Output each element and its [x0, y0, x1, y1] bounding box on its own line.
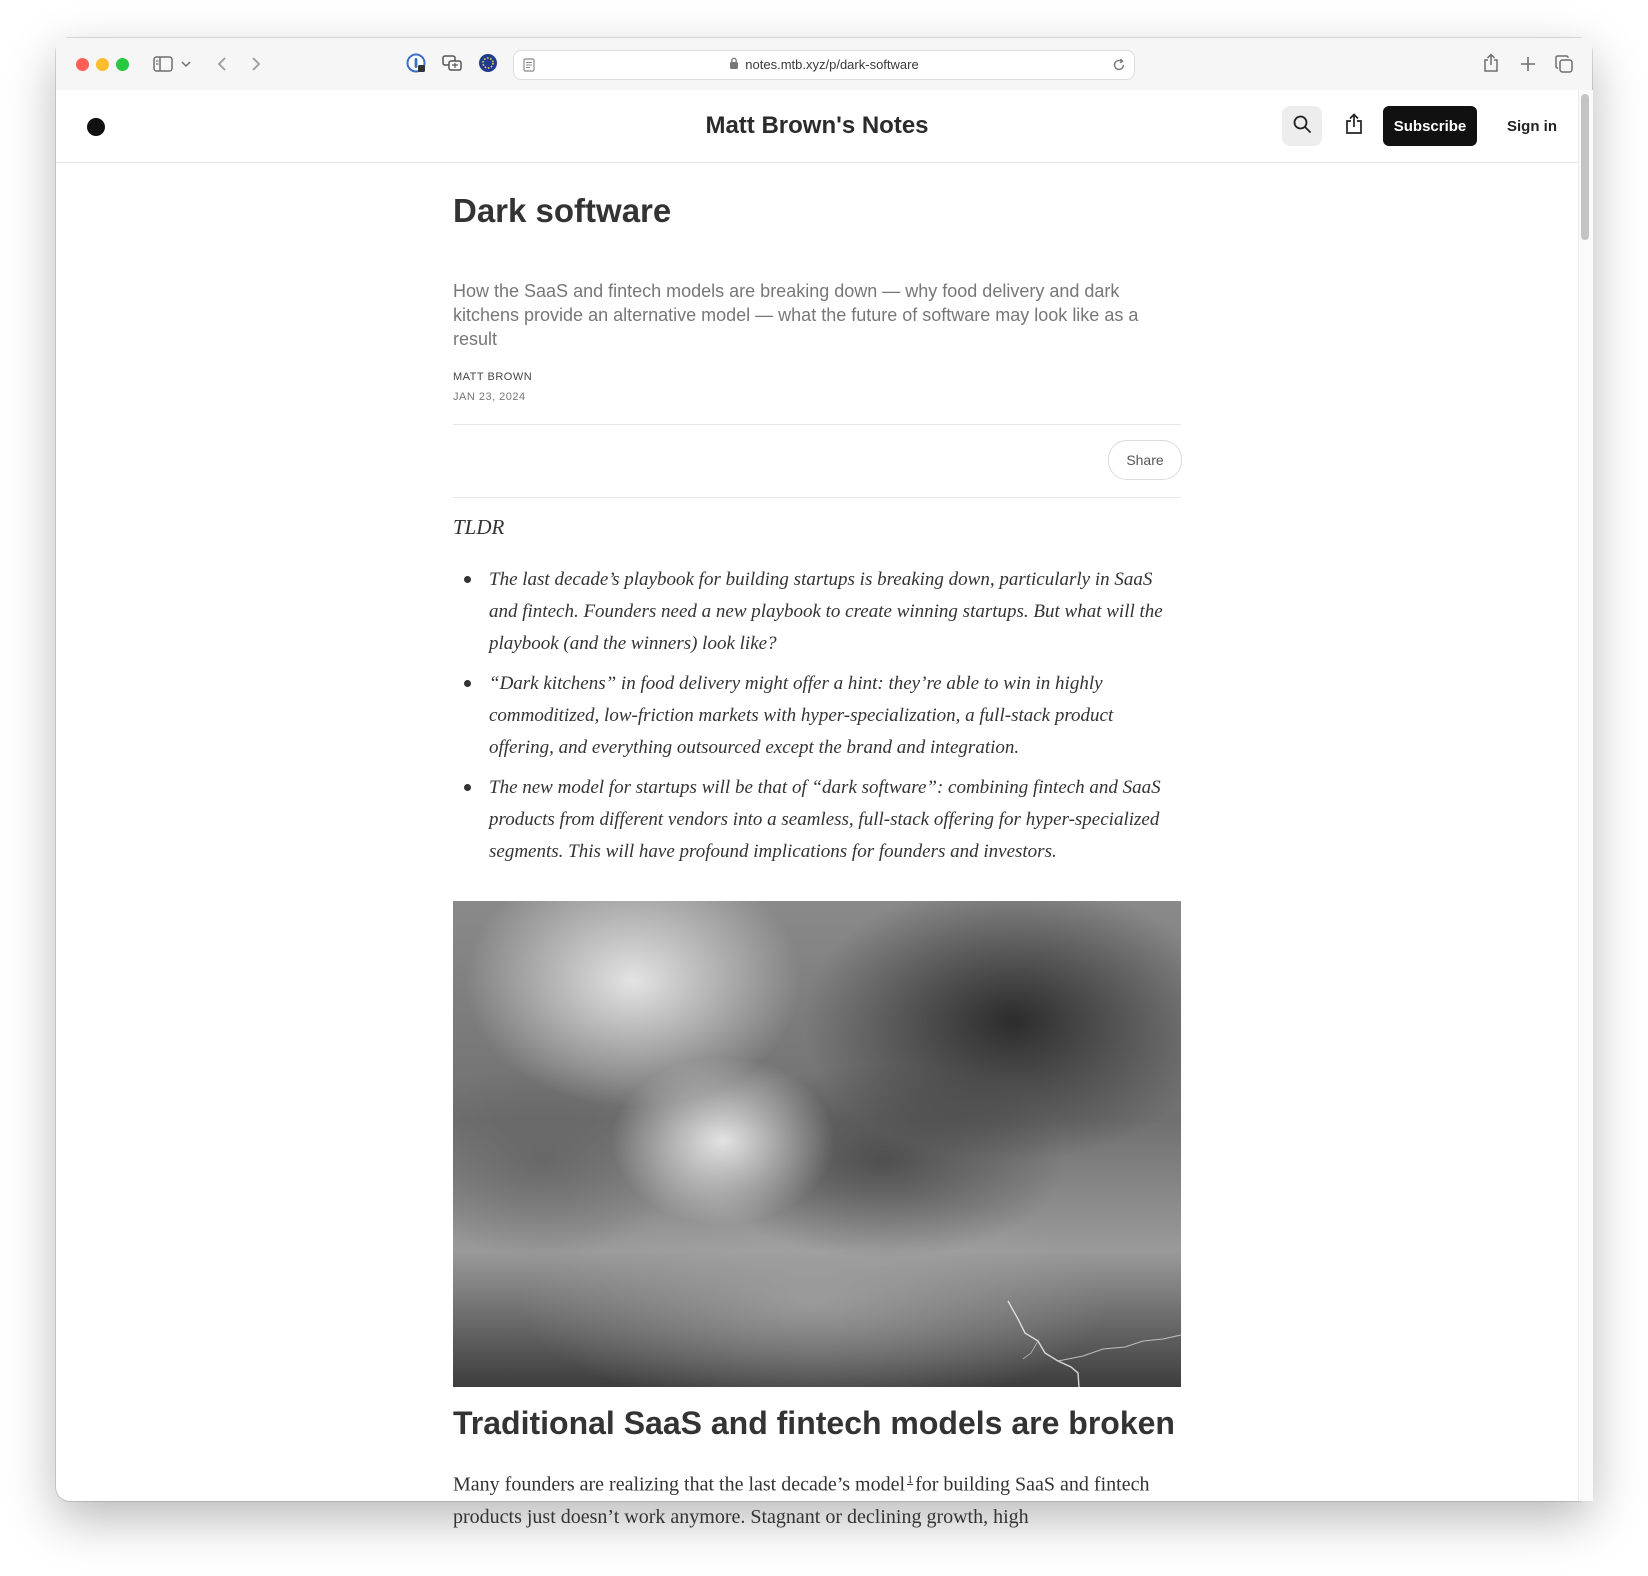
tldr-list: [453, 564, 1181, 876]
close-window-button[interactable]: [76, 58, 89, 71]
share-button[interactable]: Share: [1108, 440, 1182, 480]
site-title[interactable]: Matt Brown's Notes: [705, 112, 929, 139]
extension-1password-icon[interactable]: [405, 52, 427, 74]
browser-window: [56, 38, 1592, 1528]
site-header: [56, 90, 1578, 163]
subscribe-button[interactable]: Subscribe: [1383, 106, 1477, 146]
lock-icon: [729, 51, 739, 79]
divider: [453, 497, 1181, 498]
paragraph-text: for building SaaS and fintech products just doesn’t work anymore. Stagnant or declining growth, high: [453, 1473, 1150, 1528]
scrollbar-track[interactable]: [1578, 90, 1593, 1501]
tldr-label: TLDR: [453, 515, 505, 539]
post-date: JAN 23, 2024: [453, 391, 526, 403]
site-share-button[interactable]: [1334, 106, 1374, 146]
list-item-text: The last decade’s playbook for building startups is breaking down, particularly in SaaS and fintech. Founders need a new playbook to create winning startups. But what will the playbook (and the winners) look like?: [489, 569, 1163, 654]
browser-toolbar: [56, 38, 1592, 91]
post-subtitle: How the SaaS and fintech models are breaking down — why food delivery and dark kitchens provide an alternative model — what the future of software may look like as a result: [453, 281, 1139, 349]
bullet-icon: [464, 576, 471, 583]
bullet-icon: [464, 680, 471, 687]
post-title: Dark software: [453, 192, 672, 229]
url-text[interactable]: notes.mtb.xyz/p/dark-software: [745, 57, 919, 72]
hero-image-storm-clouds[interactable]: [453, 901, 1181, 1387]
list-item: [453, 772, 1181, 868]
upload-share-icon: [1345, 113, 1363, 140]
list-item-text: “Dark kitchens” in food delivery might offer a hint: they’re able to win in highly commoditized, low-friction markets with hyper-specialization, a full-stack product offering, and everything outsourced except the brand and integration.: [489, 673, 1114, 758]
tabs-overview-icon[interactable]: [1553, 53, 1575, 75]
chevron-down-icon[interactable]: [180, 57, 192, 71]
body-paragraph: [453, 1463, 1181, 1533]
back-icon[interactable]: [212, 53, 232, 75]
sidebar-icon[interactable]: [152, 53, 174, 75]
maximize-window-button[interactable]: [116, 58, 129, 71]
search-button[interactable]: [1282, 106, 1322, 146]
extension-eu-icon[interactable]: [477, 52, 499, 74]
minimize-window-button[interactable]: [96, 58, 109, 71]
scrollbar-thumb[interactable]: [1581, 94, 1589, 240]
post-author[interactable]: MATT BROWN: [453, 371, 533, 383]
paragraph-text: Many founders are realizing that the last decade’s model: [453, 1473, 906, 1496]
sign-in-button[interactable]: Sign in: [1507, 117, 1557, 135]
footnote-link[interactable]: 1: [907, 1472, 914, 1486]
reload-icon[interactable]: [1110, 56, 1128, 74]
list-item: [453, 564, 1181, 660]
forward-icon[interactable]: [246, 53, 266, 75]
list-item: [453, 668, 1181, 764]
bullet-icon: [464, 784, 471, 791]
list-item-text: The new model for startups will be that of “dark software”: combining fintech and SaaS products from different vendors into a seamless, full-stack offering for hyper-specialized segments. This will have profound implications for founders and investors.: [489, 777, 1161, 862]
address-bar[interactable]: [513, 50, 1135, 80]
share-icon[interactable]: [1480, 51, 1502, 75]
divider: [453, 424, 1181, 425]
lightning-bolt-icon: [453, 901, 1181, 1387]
search-icon: [1292, 114, 1312, 139]
section-heading: Traditional SaaS and fintech models are broken: [453, 1405, 1175, 1441]
new-tab-icon[interactable]: [1517, 53, 1539, 75]
extension-translate-icon[interactable]: [441, 52, 463, 74]
